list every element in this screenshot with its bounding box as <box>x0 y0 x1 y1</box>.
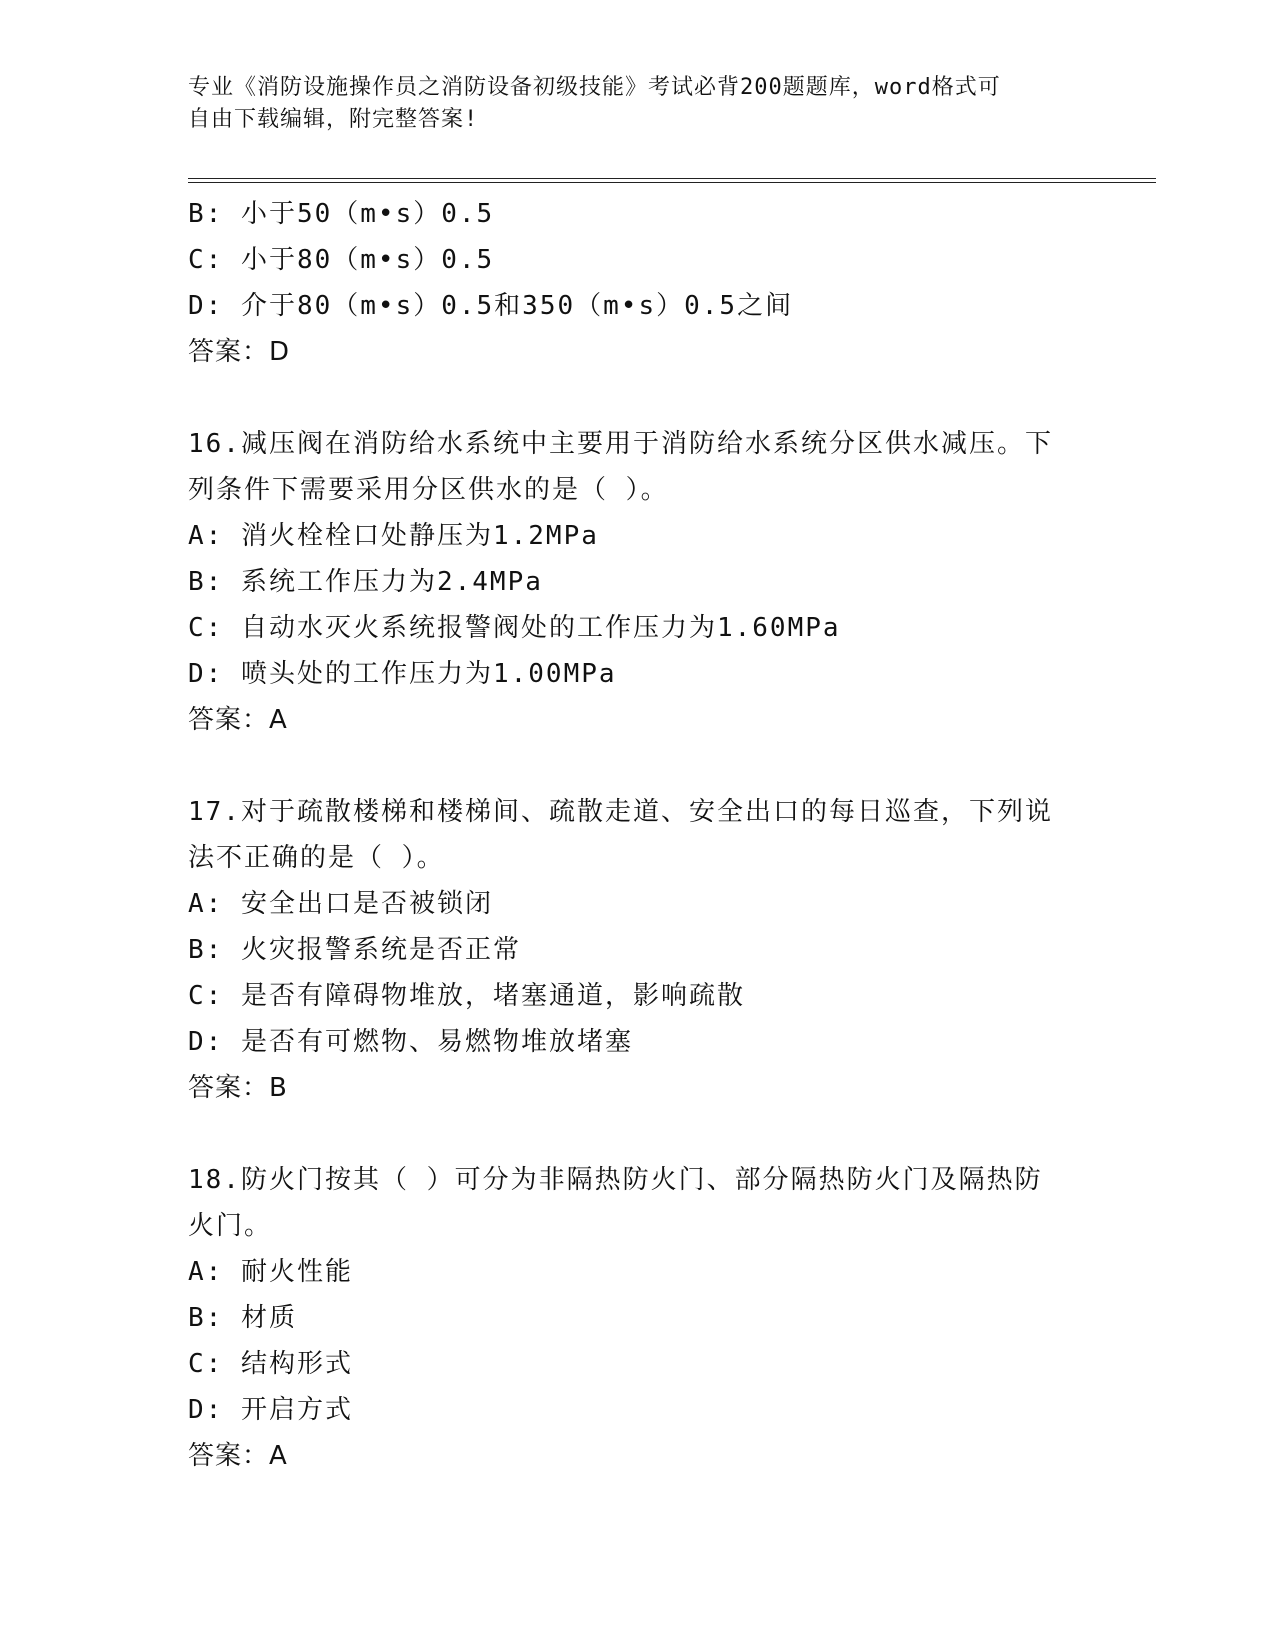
question-stem-line-1: 18.防火门按其（ ）可分为非隔热防火门、部分隔热防火门及隔热防 <box>188 1165 1043 1195</box>
option-a: A: 安全出口是否被锁闭 <box>188 889 493 919</box>
option-d: D: 开启方式 <box>188 1395 353 1425</box>
answer-line: 答案：B <box>188 1073 288 1103</box>
answer-line: 答案：D <box>188 337 291 367</box>
option-d: D: 是否有可燃物、易燃物堆放堵塞 <box>188 1027 633 1057</box>
option-b: B: 材质 <box>188 1303 297 1333</box>
question-stem-line-1: 17.对于疏散楼梯和楼梯间、疏散走道、安全出口的每日巡查，下列说 <box>188 797 1053 827</box>
header-divider-bottom <box>188 182 1156 183</box>
option-c: C: 自动水灭火系统报警阀处的工作压力为1.60MPa <box>188 613 841 643</box>
option-a: A: 消火栓栓口处静压为1.2MPa <box>188 521 599 551</box>
option-d: D: 喷头处的工作压力为1.00MPa <box>188 659 617 689</box>
option-a: A: 耐火性能 <box>188 1257 353 1287</box>
answer-line: 答案：A <box>188 705 288 735</box>
option-c: C: 小于80（m•s）0.5 <box>188 245 495 275</box>
question-stem-line-2: 列条件下需要采用分区供水的是（ ）。 <box>188 475 669 505</box>
header-title-line-2: 自由下载编辑，附完整答案! <box>188 107 479 132</box>
header-title-line-1: 专业《消防设施操作员之消防设备初级技能》考试必背200题题库，word格式可 <box>188 75 1001 100</box>
option-b: B: 小于50（m•s）0.5 <box>188 199 495 229</box>
option-b: B: 火灾报警系统是否正常 <box>188 935 521 965</box>
question-18 <box>188 1157 1088 1479</box>
option-c: C: 是否有障碍物堆放，堵塞通道，影响疏散 <box>188 981 745 1011</box>
question-stem-line-1: 16.减压阀在消防给水系统中主要用于消防给水系统分区供水减压。下 <box>188 429 1053 459</box>
option-d: D: 介于80（m•s）0.5和350（m•s）0.5之间 <box>188 291 794 321</box>
question-15-partial <box>188 191 1088 375</box>
answer-line: 答案：A <box>188 1441 288 1471</box>
question-list <box>188 191 1088 1479</box>
option-b: B: 系统工作压力为2.4MPa <box>188 567 543 597</box>
question-stem-line-2: 法不正确的是（ ）。 <box>188 843 445 873</box>
header-divider-top <box>188 178 1156 179</box>
question-16 <box>188 421 1088 743</box>
spacer <box>188 743 1088 789</box>
option-c: C: 结构形式 <box>188 1349 353 1379</box>
spacer <box>188 375 1088 421</box>
spacer <box>188 1111 1088 1157</box>
document-header <box>188 72 1088 136</box>
question-17 <box>188 789 1088 1111</box>
question-stem-line-2: 火门。 <box>188 1211 273 1241</box>
